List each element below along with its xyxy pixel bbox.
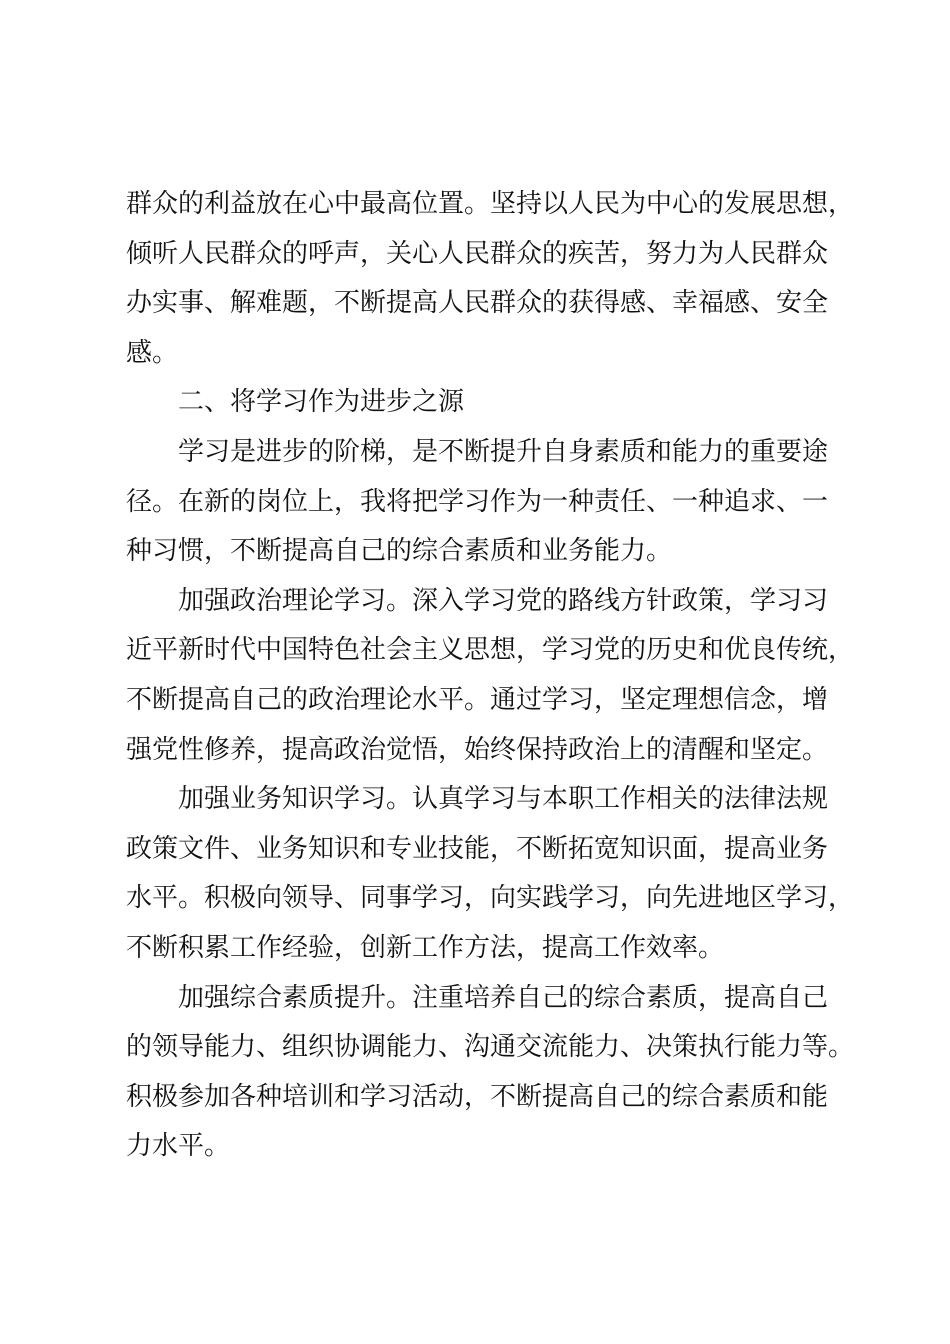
text-line: 加强政治理论学习。深入学习党的路线方针政策，学习习 [178, 585, 829, 616]
section-heading: 二、将学习作为进步之源 [178, 387, 465, 418]
text-line: 水平。积极向领导、同事学习，向实践学习，向先进地区学习， [126, 883, 855, 914]
text-line: 不断提高自己的政治理论水平。通过学习，坚定理想信念，增 [126, 684, 829, 715]
text-line: 加强业务知识学习。认真学习与本职工作相关的法律法规 [178, 784, 829, 815]
text-line: 感。 [126, 337, 179, 368]
text-line: 积极参加各种培训和学习活动，不断提高自己的综合素质和能 [126, 1081, 829, 1112]
text-line: 种习惯，不断提高自己的综合素质和业务能力。 [126, 536, 673, 567]
document-body [126, 180, 856, 1172]
text-line: 政策文件、业务知识和专业技能，不断拓宽知识面，提高业务 [126, 833, 829, 864]
text-line: 力水平。 [126, 1131, 231, 1162]
text-line: 加强综合素质提升。注重培养自己的综合素质，提高自己 [178, 982, 829, 1013]
text-line: 不断积累工作经验，创新工作方法，提高工作效率。 [126, 932, 725, 963]
text-line: 强党性修养，提高政治觉悟，始终保持政治上的清醒和坚定。 [126, 734, 829, 765]
text-line: 倾听人民群众的呼声，关心人民群众的疾苦，努力为人民群众 [126, 238, 829, 269]
text-line: 群众的利益放在心中最高位置。坚持以人民为中心的发展思想， [126, 189, 855, 219]
text-line: 的领导能力、组织协调能力、沟通交流能力、决策执行能力等。 [126, 1032, 855, 1063]
text-line: 径。在新的岗位上，我将把学习作为一种责任、一种追求、一 [126, 486, 829, 517]
text-line: 学习是进步的阶梯，是不断提升自身素质和能力的重要途 [178, 436, 829, 467]
text-line: 办实事、解难题，不断提高人民群众的获得感、幸福感、安全 [126, 288, 829, 319]
text-line: 近平新时代中国特色社会主义思想，学习党的历史和优良传统， [126, 635, 855, 666]
